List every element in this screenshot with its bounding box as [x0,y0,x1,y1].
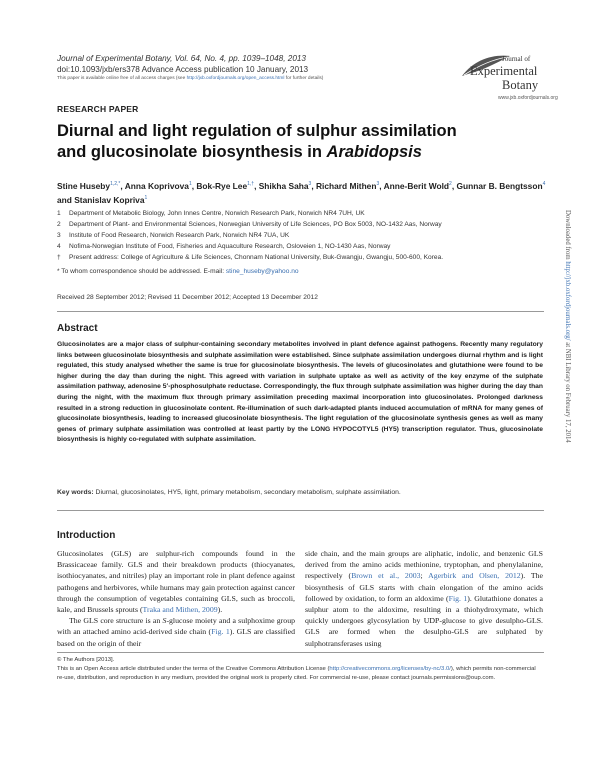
author: Richard Mithen$^3$ [315,180,380,191]
logo-line2: Botany [502,78,539,92]
copyright: © The Authors [2013]. [57,657,115,663]
citation-link[interactable]: Brown et al., 2003 [351,571,421,581]
citation-link[interactable]: Traka and Mithen, 2009 [142,605,218,615]
license-link[interactable]: http://creativecommons.org/licenses/by-nc/3.0/ [329,665,451,672]
logo-url: www.jxb.oxfordjournals.org [498,95,558,101]
affiliation-item: 1 Department of Metabolic Biology, John Innes Centre, Norwich Research Park, Norwich NR4 7UH, UK [57,210,365,217]
open-access-note: This paper is available online free of all access charges (see http://jxb.oxfordjournals.org/open_access.html for further details) [57,76,324,81]
license-text: This is an Open Access article distributed under the terms of the Creative Commons Attribution License (http://creativecommons.org/licenses/by-nc/3.0/), which permits non-commercial re-use, distribution, and reproduction in any medium, provided the original work is properly cited. For commercial re-use, please contact journals.permissions@oup.com. [57,665,536,681]
paragraph: Glucosinolates (GLS) are sulphur-rich compounds found in the Brassicaceae family. GLS and their breakdown products (thiocyanates, isothiocyanates, and nitriles) play an important role in plant defence against pathogens and herbivores, while humans may gain protection against cancer through the consumption of vegetables containing GLS, such as broccoli, kale, and Brussels sprouts (Traka and Mithen, 2009). [57,549,295,615]
divider [57,652,544,653]
divider [57,311,544,312]
affiliation-item: 2 Department of Plant- and Environmental Sciences, Norwegian University of Life Sciences, PO Box 5003, NO-1432 Aas, Norway [57,221,442,228]
email-link[interactable]: stine_huseby@yahoo.no [225,268,299,275]
figure-link[interactable]: Fig. 1 [211,627,230,637]
doi-line: doi:10.1093/jxb/ers378 Advance Access publication 10 January, 2013 [57,64,309,74]
journal-logo [452,50,558,108]
paragraph: The GLS core structure is an S-glucose moiety and a sulphoxime group with an attached amino acid-derived side chain (Fig. 1). GLS are classified based on the origin of their [57,616,296,648]
divider [57,510,544,511]
logo-small-text: Journal of [502,55,531,63]
open-access-link[interactable]: http://jxb.oxfordjournals.org/open_access.html [186,76,285,81]
affiliation-item: 4 Nofima-Norwegian Institute of Food, Fisheries and Aquaculture Research, Osloveien 1, NO-1430 Aas, Norway [57,243,391,250]
article-type: RESEARCH PAPER [57,104,139,114]
download-sidebar: Downloaded from http://jxb.oxfordjournals.org/ at NBI Library on February 17, 2014 [564,210,571,443]
figure-link[interactable]: Fig. 1 [448,593,468,603]
abstract-heading: Abstract [57,323,98,334]
journal-header [57,54,308,75]
keywords-text: Diurnal, glucosinolates, HY5, light, primary metabolism, secondary metabolism, sulphate assimilation. [93,489,401,496]
author: Anna Koprivova$^1$ [124,180,192,191]
download-link[interactable]: http://jxb.oxfordjournals.org/ [564,261,571,341]
affiliation-item: † Present address: College of Agriculture & Life Sciences, Chonnam National University, Buk-Gwangju, Gwangju, 500-600, Korea. [57,254,444,261]
keywords [57,489,543,496]
paragraph: side chain, and the main groups are aliphatic, indolic, and benzenic GLS derived from the amino acids methionine, tryptophan, and phenylalanine, respectively (Brown et al., 2003; Agerbirk and Olsen, 2012). The biosynthesis of GLS starts with chain elongation of the amino acids followed by oxidation, to form an aldoxime (Fig. 1). Glutathione donates a sulphur atom to the aldoxime, resulting in a thiohydroxymate, which quickly undergoes glycosylation by UDP-glucose to give desulpho-GLS. GLS are formed when the desulpho-GLS are sulphated by sulphotransferases using [305,549,544,648]
author: Bok-Rye Lee$^{1,\dagger}$ [196,180,255,191]
correspondence: * To whom correspondence should be addressed. E-mail: stine_huseby@yahoo.no [57,268,299,275]
affiliation-item: 3 Institute of Food Research, Norwich Research Park, Norwich NR4 7UA, UK [57,232,290,239]
author: Shikha Saha$^3$ [258,180,312,191]
author: Anne-Berit Wold$^2$ [383,180,452,191]
intro-column-right [305,548,543,649]
article-title: Diurnal and light regulation of sulphur assimilation and glucosinolate biosynthesis in Arabidopsis [57,122,457,161]
intro-heading: Introduction [57,530,116,541]
affiliations [57,208,443,263]
article-dates: Received 28 September 2012; Revised 11 December 2012; Accepted 13 December 2012 [57,294,318,301]
keywords-label: Key words: [57,489,94,496]
author: Gunnar B. Bengtsson$^4$ [456,180,546,191]
citation-link[interactable]: Agerbirk and Olsen, 2012 [428,571,521,581]
abstract-text: Glucosinolates are a major class of sulphur-containing secondary metabolites involved in plant defence against pathogens. Recently many regulatory links between glucosinolate biosynthesis and sulphate assimilation were established. Since sulphate assimilation undergoes diurnal rhythm and is light regulated, this study analysed whether the same is true for glucosinolate biosynthesis. The levels of glucosinolates and glutathione were found to be higher during the day than during the night. This agreed with variation in sulphate uptake as well as activity of the key enzyme of the sulphate assimilation pathway, adenosine 5′-phosphosulphate reductase. Correspondingly, the flux through sulphate assimilation was higher during the day than during the night, with the maximum flux through primary assimilation preceding maximal incorporation into glucosinolates. Prolonged darkness resulted in a strong reduction in glucosinolate content. Re-illumination of such dark-adapted plants induced accumulation of mRNA for many genes of glucosinolate biosynthesis, leading to increased glucosinolate biosynthesis. The light regulation of the glucosinolate synthesis genes as well as many genes of primary sulphate assimilation was controlled at least partly by the LONG HYPOCOTYL5 (HY5) transcription regulator. Thus, glucosinolate biosynthesis is highly co-regulated with sulphate assimilation. [57,341,543,444]
license-footer [57,656,544,682]
author: Stine Huseby$^{1,2,*}$ [57,180,121,191]
journal-citation: Journal of Experimental Botany, Vol. 64, No. 4, pp. 1039–1048, 2013 [57,54,306,63]
intro-column-left [57,548,295,649]
logo-line1: Experimental [470,64,538,78]
author: Stanislav Kopriva$^1$ [74,194,148,205]
author-list: Stine Huseby$^{1,2,*}$, Anna Koprivova$^1$, Bok-Rye Lee$^{1,\dagger}$, Shikha Saha$^3$, Richard Mithen$^3$, Anne-Berit Wold$^2$, Gunnar B. Bengtsson$^4$ and Stanislav Kopriva$^1$ [57,180,546,205]
